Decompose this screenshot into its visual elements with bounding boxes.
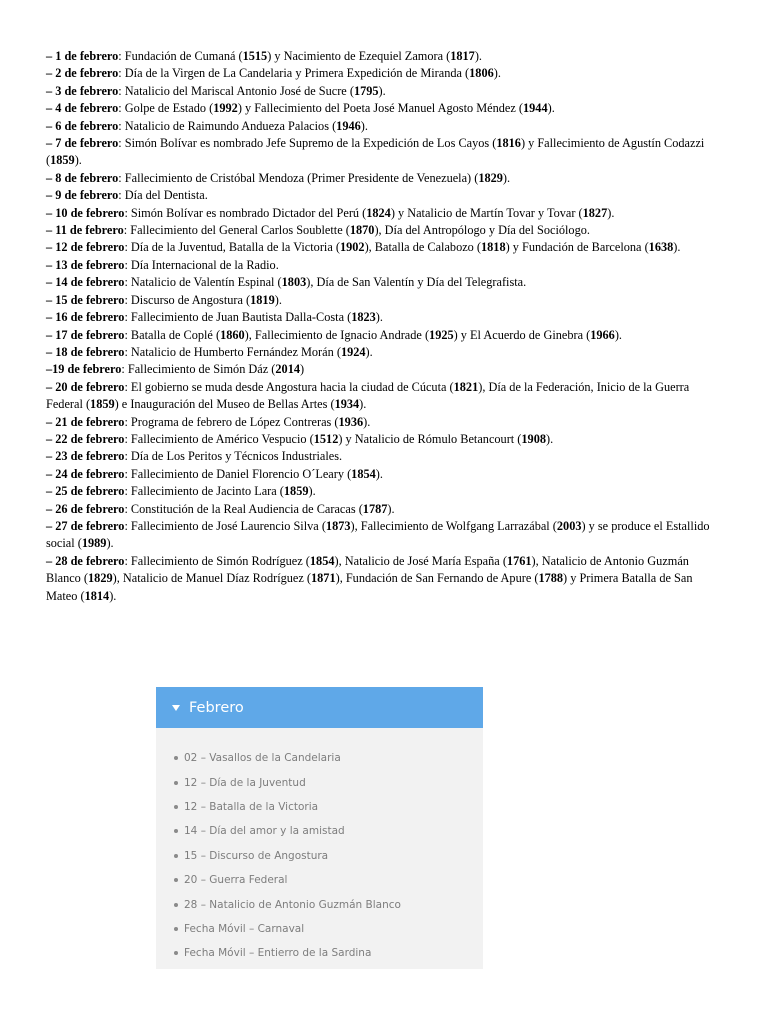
accordion-item-label: 20 – Guerra Federal	[184, 874, 288, 887]
entry-text: ).	[274, 292, 282, 307]
entry-text: ) y El Acuerdo de Ginebra (	[453, 327, 591, 342]
entry-text: : Fallecimiento de Simón Dáz (	[121, 362, 276, 377]
caret-down-icon	[172, 705, 180, 711]
entry-text: ).	[74, 153, 82, 168]
bullet-icon	[174, 878, 178, 882]
date-entry	[46, 239, 726, 256]
entry-year: 1854	[309, 553, 335, 568]
accordion-item-label: 15 – Discurso de Angostura	[184, 849, 329, 862]
entry-year: 1934	[334, 397, 360, 412]
entry-date: – 24 de febrero	[46, 466, 125, 481]
date-entry	[46, 187, 726, 204]
entry-text: ), Batalla de Calabozo (	[364, 240, 481, 255]
entry-text: ) y Fundación de Barcelona (	[505, 240, 649, 255]
entry-date: – 10 de febrero	[46, 205, 125, 220]
date-entry	[46, 100, 726, 117]
entry-text: ) y Fallecimiento de Agustín Codazzi (	[46, 136, 705, 168]
entry-text: ), Día del Antropólogo y Día del Sociólogo.	[374, 223, 590, 238]
entry-date: – 6 de febrero	[46, 118, 119, 133]
entry-text: ), Natalicio de José María España (	[334, 553, 507, 568]
entry-text: ).	[502, 170, 511, 185]
entry-date: – 17 de febrero	[46, 327, 125, 342]
entry-text: ) y Fallecimiento del Poeta José Manuel Agosto Méndez (	[237, 101, 523, 116]
entry-text: : Golpe de Estado (	[118, 101, 214, 116]
entry-year: 1966	[590, 327, 615, 342]
accordion-items	[156, 728, 483, 966]
bullet-icon	[174, 781, 178, 785]
date-entry	[46, 170, 726, 187]
entry-year: 1803	[281, 275, 307, 290]
accordion-item[interactable]	[174, 868, 483, 892]
date-entry	[46, 361, 726, 378]
entry-year: 2014	[275, 362, 300, 377]
entry-date: – 4 de febrero	[46, 101, 119, 116]
entry-text: : Constitución de la Real Audiencia de Caracas (	[124, 501, 363, 516]
entry-text: ).	[106, 536, 114, 551]
bullet-icon	[174, 903, 178, 907]
entry-text: : Fallecimiento del General Carlos Soublette (	[123, 223, 350, 238]
entry-date: – 1 de febrero	[46, 49, 119, 63]
entry-date: – 20 de febrero	[46, 379, 125, 394]
date-entry	[46, 292, 726, 309]
entry-date: – 2 de febrero	[46, 66, 119, 81]
entry-text: ).	[493, 66, 501, 81]
entry-text: ), Natalicio de Antonio Guzmán Blanco (	[46, 553, 689, 586]
entry-text: )	[300, 362, 305, 377]
entry-text: ), Fallecimiento de Wolfgang Larrazábal (	[350, 518, 557, 533]
entry-text: : Fallecimiento de Simón Rodríguez (	[124, 553, 310, 568]
entry-year: 1817	[450, 49, 475, 63]
date-entry	[46, 344, 726, 361]
entry-date: – 23 de febrero	[46, 449, 125, 464]
entry-text: : Natalicio de Valentín Espinal (	[124, 275, 282, 290]
entry-year: 1902	[339, 240, 365, 255]
entry-text: : Día Internacional de la Radio.	[124, 257, 279, 272]
date-entry	[46, 518, 726, 553]
entry-year: 1925	[429, 327, 454, 342]
date-entry	[46, 448, 726, 465]
date-entry	[46, 257, 726, 274]
entry-text: : Programa de febrero de López Contreras (	[124, 414, 339, 429]
entry-text: ).	[378, 83, 386, 98]
accordion-item-label: 12 – Batalla de la Victoria	[184, 800, 319, 813]
entry-year: 1992	[213, 101, 238, 116]
entry-year: 1873	[325, 518, 351, 533]
date-entry	[46, 466, 726, 483]
accordion-item-label: Fecha Móvil – Entierro de la Sardina	[184, 947, 372, 960]
accordion-item-label: 02 – Vasallos de la Candelaria	[184, 752, 341, 765]
entry-text: ), Fundación de San Fernando de Apure (	[335, 571, 539, 586]
date-entry	[46, 118, 726, 135]
entry-text: ), Natalicio de Manuel Díaz Rodríguez (	[112, 571, 311, 586]
entry-year: 1854	[351, 466, 376, 481]
entry-text: : Fallecimiento de Jacinto Lara (	[124, 484, 284, 499]
entry-year: 1512	[313, 431, 339, 446]
entry-text: ) e Inauguración del Museo de Bellas Artes (	[114, 397, 335, 412]
accordion-item[interactable]	[174, 941, 483, 965]
entry-year: 2003	[556, 518, 582, 533]
accordion-item-label: 28 – Natalicio de Antonio Guzmán Blanco	[184, 898, 401, 911]
entry-text: : Batalla de Coplé (	[124, 327, 221, 342]
entry-year: 1816	[496, 136, 521, 151]
entry-date: – 8 de febrero	[46, 170, 119, 185]
entry-date: – 11 de febrero	[46, 223, 124, 238]
entry-year: 1859	[283, 484, 309, 499]
accordion-item[interactable]	[174, 770, 483, 794]
entry-text: ) y Primera Batalla de San Mateo (	[46, 571, 693, 603]
entry-text: ).	[545, 431, 554, 446]
accordion-item-label: Fecha Móvil – Carnaval	[184, 922, 305, 935]
entry-date: – 22 de febrero	[46, 431, 125, 446]
date-entry	[46, 205, 726, 222]
entry-text: ).	[387, 501, 395, 516]
entry-date: – 26 de febrero	[46, 501, 125, 516]
entry-text: ).	[375, 310, 383, 325]
entry-year: 1818	[481, 240, 506, 255]
entry-text: ) y Nacimiento de Ezequiel Zamora (	[267, 49, 451, 63]
entry-text: : Simón Bolívar es nombrado Jefe Supremo de la Expedición de Los Cayos (	[118, 136, 497, 151]
date-entry	[46, 48, 726, 65]
entry-date: – 14 de febrero	[46, 275, 125, 290]
entry-text: : Día de la Juventud, Batalla de la Victoria (	[124, 240, 340, 255]
entry-date: – 18 de febrero	[46, 344, 125, 359]
entry-year: 1806	[469, 66, 494, 81]
entry-text: : Día de la Virgen de La Candelaria y Primera Expedición de Miranda (	[118, 66, 470, 81]
entry-text: ).	[360, 118, 368, 133]
entry-year: 1819	[250, 292, 275, 307]
date-entry	[46, 309, 726, 326]
date-entry	[46, 553, 726, 605]
entry-text: ).	[673, 240, 681, 255]
bullet-icon	[174, 805, 178, 809]
february-accordion	[156, 687, 483, 969]
entry-text: : Fallecimiento de Cristóbal Mendoza (Primer Presidente de Venezuela) (	[118, 170, 479, 185]
entry-text: ).	[474, 49, 482, 63]
entry-text: ).	[359, 397, 367, 412]
entry-date: – 9 de febrero	[46, 188, 119, 203]
entry-year: 1871	[311, 571, 336, 586]
entry-text: ), Fallecimiento de Ignacio Andrade (	[244, 327, 430, 342]
entry-text: : Simón Bolívar es nombrado Dictador del Perú (	[124, 205, 367, 220]
entry-text: ).	[547, 101, 555, 116]
entry-text: ).	[375, 466, 383, 481]
entry-date: – 12 de febrero	[46, 240, 125, 255]
entry-year: 1761	[506, 553, 532, 568]
date-entry	[46, 65, 726, 82]
bullet-icon	[174, 854, 178, 858]
entry-text: : Fundación de Cumaná (	[118, 49, 243, 63]
entry-text: ) y Natalicio de Martín Tovar y Tovar (	[390, 205, 583, 220]
entry-text: ) y Natalicio de Rómulo Betancourt (	[338, 431, 522, 446]
entry-text: ).	[363, 414, 371, 429]
entry-year: 1795	[353, 83, 379, 98]
entry-date: –19 de febrero	[46, 362, 122, 377]
bullet-icon	[174, 829, 178, 833]
entry-year: 1908	[521, 431, 546, 446]
entry-date: – 15 de febrero	[46, 292, 125, 307]
entry-year: 1814	[84, 588, 110, 603]
entry-text: ).	[365, 344, 373, 359]
entry-year: 1860	[220, 327, 245, 342]
entry-text: : Natalicio del Mariscal Antonio José de Sucre (	[118, 83, 354, 98]
accordion-item[interactable]	[174, 746, 483, 770]
entry-text: : Discurso de Angostura (	[124, 292, 251, 307]
accordion-item[interactable]	[174, 917, 483, 941]
entry-year: 1989	[81, 536, 107, 551]
entry-year: 1787	[362, 501, 388, 516]
accordion-header-february[interactable]	[156, 687, 483, 728]
date-entry	[46, 501, 726, 518]
entry-text: ), Día de la Federación, Inicio de la Guerra Federal (	[46, 379, 690, 412]
entry-text: ), Día de San Valentín y Día del Telegrafista.	[306, 275, 527, 290]
entry-text: : Fallecimiento de José Laurencio Silva (	[124, 518, 326, 533]
entry-year: 1936	[338, 414, 364, 429]
entry-date: – 13 de febrero	[46, 257, 125, 272]
entry-year: 1823	[351, 310, 376, 325]
entry-text: : Día de Los Peritos y Técnicos Industriales.	[124, 449, 343, 464]
entry-year: 1859	[50, 153, 75, 168]
entry-date: – 7 de febrero	[46, 136, 119, 151]
date-entry	[46, 431, 726, 448]
accordion-item[interactable]	[174, 819, 483, 843]
entry-text: ) y se produce el Estallido social (	[46, 518, 710, 551]
bullet-icon	[174, 951, 178, 955]
entry-year: 1829	[88, 571, 113, 586]
entry-text: : Fallecimiento de Daniel Florencio O´Leary (	[124, 466, 352, 481]
date-entry	[46, 379, 726, 414]
ephemeris-list	[46, 48, 726, 605]
entry-date: – 27 de febrero	[46, 518, 125, 533]
date-entry	[46, 274, 726, 291]
entry-year: 1788	[538, 571, 564, 586]
entry-year: 1824	[366, 205, 391, 220]
entry-text: : Fallecimiento de Juan Bautista Dalla-Costa (	[124, 310, 352, 325]
entry-date: – 16 de febrero	[46, 310, 125, 325]
entry-text: ).	[607, 205, 615, 220]
entry-date: – 3 de febrero	[46, 83, 119, 98]
entry-text: ).	[109, 588, 117, 603]
entry-text: : Natalicio de Humberto Fernández Morán (	[124, 344, 341, 359]
date-entry	[46, 222, 726, 239]
entry-year: 1821	[453, 379, 479, 394]
accordion-item-label: 12 – Día de la Juventud	[184, 776, 306, 789]
entry-year: 1924	[340, 344, 366, 359]
date-entry	[46, 135, 726, 170]
date-entry	[46, 83, 726, 100]
date-entry	[46, 483, 726, 500]
bullet-icon	[174, 756, 178, 760]
entry-text: : El gobierno se muda desde Angostura hacia la ciudad de Cúcuta (	[124, 379, 454, 394]
entry-text: ).	[308, 484, 316, 499]
entry-year: 1870	[349, 223, 375, 238]
entry-year: 1946	[336, 118, 361, 133]
entry-text: : Día del Dentista.	[118, 188, 208, 203]
accordion-item[interactable]	[174, 795, 483, 819]
entry-year: 1829	[478, 170, 503, 185]
entry-date: – 21 de febrero	[46, 414, 125, 429]
date-entry	[46, 327, 726, 344]
date-entry	[46, 414, 726, 431]
entry-year: 1859	[90, 397, 115, 412]
accordion-item[interactable]	[174, 844, 483, 868]
entry-date: – 28 de febrero	[46, 553, 125, 568]
accordion-item[interactable]	[174, 892, 483, 916]
bullet-icon	[174, 927, 178, 931]
entry-year: 1944	[523, 101, 548, 116]
entry-text: : Fallecimiento de Américo Vespucio (	[124, 431, 314, 446]
entry-text: ).	[614, 327, 622, 342]
entry-date: – 25 de febrero	[46, 484, 125, 499]
entry-year: 1638	[648, 240, 674, 255]
entry-text: : Natalicio de Raimundo Andueza Palacios (	[118, 118, 337, 133]
entry-year: 1827	[582, 205, 608, 220]
entry-year: 1515	[242, 49, 268, 63]
accordion-item-label: 14 – Día del amor y la amistad	[184, 825, 345, 838]
accordion-title: Febrero	[189, 699, 244, 716]
